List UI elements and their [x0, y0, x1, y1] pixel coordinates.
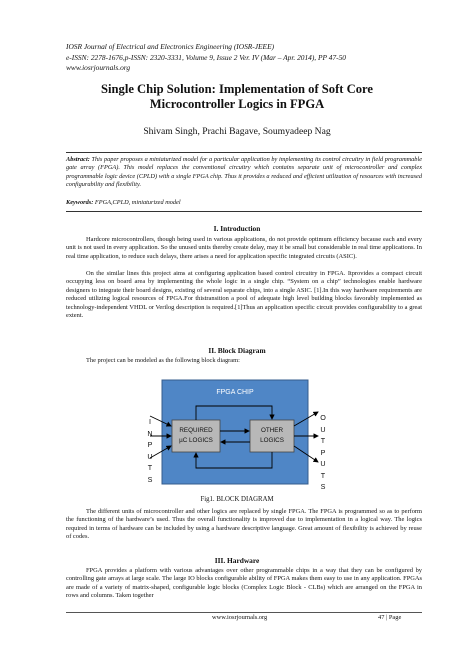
abstract-text: This paper proposes a miniaturized model for a particular application by implementing its control circuitry in field programmable gate array (FPGA). This model replaces the conventional circuitry which contains separate unit of microcontroller and complex programmable logic device (CPLD) with a single FPGA chip. Thus it provides a reduced and efficient utilization of resources with increased configurability and flexibility. — [66, 156, 423, 188]
paragraph-block-intro: The project can be modeled as the following block diagram: — [86, 357, 240, 364]
inputs-letter: N — [147, 428, 153, 438]
outputs-letter: T — [320, 470, 326, 480]
inputs-letter: S — [147, 474, 153, 484]
abstract — [66, 156, 422, 189]
fpga-chip-label: FPGA CHIP — [216, 389, 254, 396]
authors: Shivam Singh, Prachi Bagave, Soumyadeep Nag — [143, 126, 331, 137]
inputs-letter: U — [147, 451, 153, 461]
paragraph-block-description: The different units of microcontroller and other logics are replaced by single FPGA. The FPGA is programmed so as to perform the functioning of the hardware’s used. Thus the overall functionality is improved due to implementation in a logical way. The logics required in terms of hardware can be included by using a hardware descriptive language. Great amount of flexibility is achieved by reuse of codes. — [66, 508, 422, 541]
outputs-letter: O — [320, 413, 326, 422]
keywords-label: Keywords: — [66, 199, 94, 206]
outputs-letter: U — [320, 424, 326, 434]
block-diagram — [140, 376, 340, 488]
box2-line2: LOGICS — [260, 437, 284, 444]
box1-line2: µC LOGICS — [179, 437, 213, 444]
outputs-letter: U — [320, 459, 326, 468]
paragraph-intro-2: On the similar lines this project aims at configuring application based control circuitry in FPGA. Itprovides a compact circuit occupying less on board area by implementing the whole logic in a single chip. “System on a chip” technologies enable hardware designers to integrate their board designs, existing of several separate chips, into a single ASIC. [1].In this way hardware requirements are reduced utilizing logical resources of FPGA.For thistransition a pool of adequate high level building blocks favorably implemented as technology-independent VHDL or Verilog description is required.[1]Thus an application specific circuit provides configurability to a great extent. — [66, 270, 422, 320]
inputs-letter: P — [147, 440, 153, 449]
paper-title — [40, 82, 434, 111]
footer-rule — [66, 612, 422, 613]
outputs-letter: T — [320, 436, 326, 445]
section-heading-hardware: III. Hardware — [214, 556, 260, 565]
figure-caption: Fig1. BLOCK DIAGRAM — [200, 496, 274, 503]
inputs-letter: I — [149, 417, 151, 426]
keywords-text: FPGA,CPLD, miniaturized model — [94, 199, 181, 206]
section-heading-introduction: I. Introduction — [213, 224, 261, 233]
keywords — [66, 199, 422, 206]
journal-header — [66, 42, 426, 74]
box1-line1: REQUIRED — [179, 427, 213, 434]
outputs-letter: P — [320, 447, 326, 457]
section-heading-block-diagram: II. Block Diagram — [208, 346, 266, 355]
abstract-bottom-rule — [66, 211, 422, 212]
abstract-top-rule — [66, 152, 422, 153]
abstract-label: Abstract: — [66, 156, 90, 163]
journal-issn: e-ISSN: 2278-1676,p-ISSN: 2320-3331, Volume 9, Issue 2 Ver. IV (Mar – Apr. 2014), PP 47-50 — [66, 52, 346, 62]
title-line-1: Single Chip Solution: Implementation of Soft Core — [101, 82, 373, 96]
box2-line1: OTHER — [260, 427, 284, 434]
title-line-2: Microcontroller Logics in FPGA — [149, 96, 325, 111]
journal-url[interactable]: www.iosrjournals.org — [66, 63, 131, 72]
page-number: 47 | Page — [378, 614, 402, 621]
paragraph-intro-1: Hardcore microcontrollers, though being used in various applications, do not provide optimum efficiency because each and every unit is not used in every application. So the unused units thereby create delay, may it be small but considerable in real time applications. In real time application, to reduce such delays, there arises a need for application specific integrated circuits (ASIC). — [66, 236, 422, 260]
other-logics-block — [250, 420, 294, 452]
inputs-letter: T — [147, 463, 153, 472]
outputs-letter: S — [320, 482, 326, 491]
required-uc-logics-block — [172, 420, 220, 452]
paragraph-hardware: FPGA provides a platform with various advantages over other programmable chips in a way that they can be configured by controlling gate arrays at large scale. The large IO blocks configurable ability of FPGA makes them easy to use in any application. FPGAs are made of a variety of matrix-shaped, configurable logic blocks (Complex Logic Block - CLBs) which are arranged on the FPGA in rows and columns. Taken together — [66, 567, 422, 600]
journal-name: IOSR Journal of Electrical and Electronics Engineering (IOSR-JEEE) — [66, 42, 275, 51]
footer-url[interactable]: www.iosrjournals.org — [212, 614, 268, 621]
